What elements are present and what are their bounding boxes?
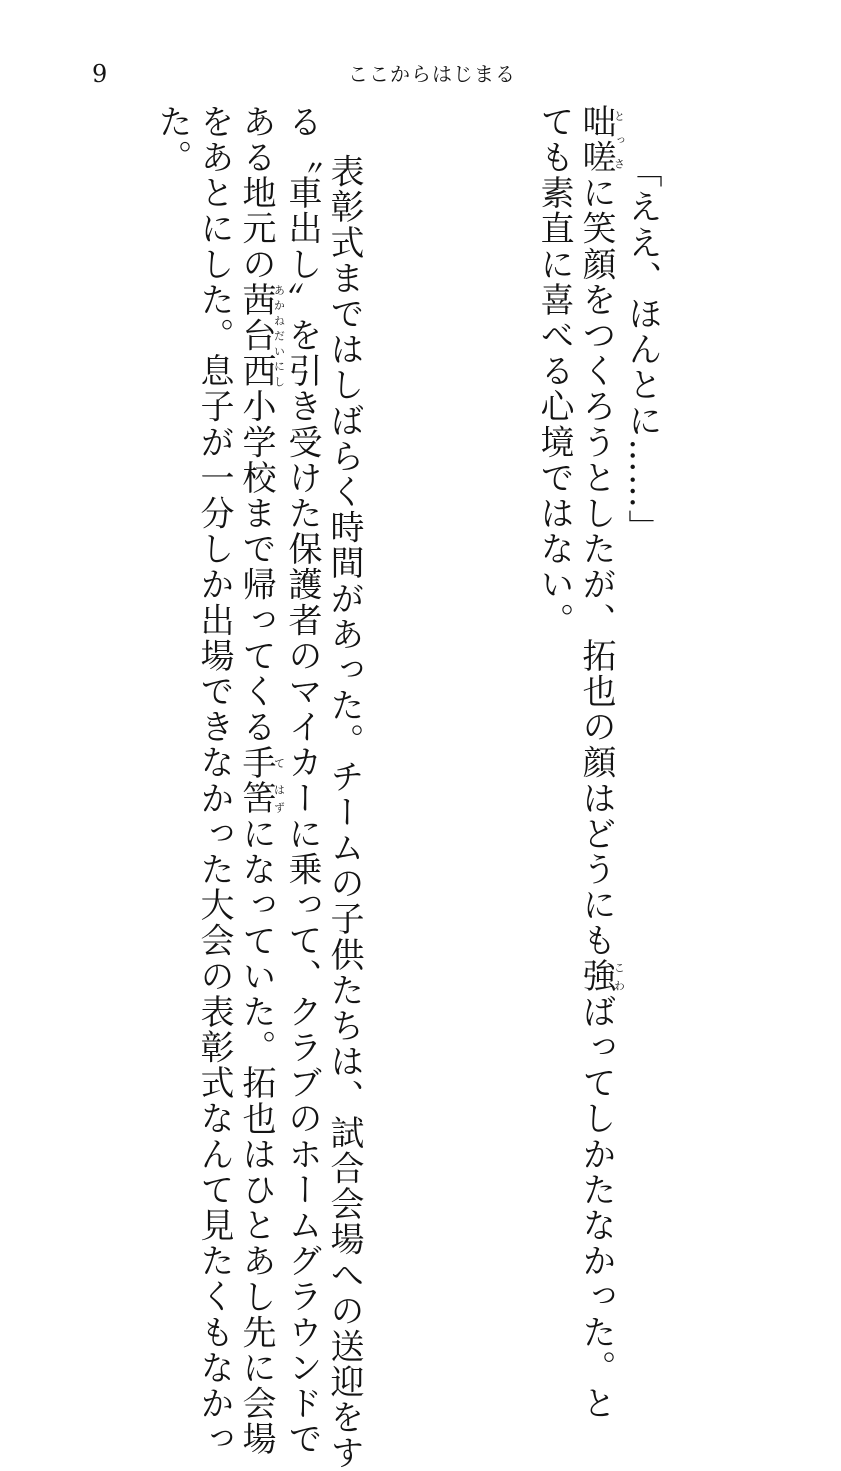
ruby-base: 強 <box>576 958 616 995</box>
ruby-base: 咄嗟 <box>576 104 616 176</box>
paragraph <box>491 104 705 1422</box>
ruby-base: 茜台西 <box>236 282 276 389</box>
ruby-word <box>576 104 626 176</box>
text-segment: 表彰式まではしばらく時間があった。チームの子供たちは、試合会場への送迎をす る〝車出し〟を引き受けた保護者のマイカーに乗って、クラブのホームグラウンドで ある地元の <box>236 104 364 1471</box>
paragraph <box>109 104 407 1471</box>
text-segment: 小学校まで帰ってくる <box>236 388 276 745</box>
text-segment: ばってしかたなかった。と ても素直に喜べる心境ではない。 <box>534 104 616 1422</box>
ruby-reading: こわ <box>612 958 626 994</box>
text-segment: 「ええ、ほんとに……」 <box>622 153 662 546</box>
ruby-word <box>236 780 286 817</box>
ruby-reading: て <box>272 744 286 781</box>
ruby-reading: あかねだいにし <box>272 282 286 389</box>
ruby-base: 手 <box>236 744 276 781</box>
text-segment: になっていた。拓也はひとあし先に会場 をあとにした。息子が一分しか出場できなかった大会の表彰式なんて見たくもなかっ た。 <box>152 104 276 1457</box>
vertical-body-text <box>89 104 789 1471</box>
running-title: ここからはじまる <box>348 62 516 86</box>
paragraph <box>0 104 25 1142</box>
ruby-word <box>236 744 286 781</box>
ruby-word <box>236 282 286 389</box>
ruby-reading: とっさ <box>612 104 626 176</box>
page-number: 9 <box>92 60 108 88</box>
ruby-reading: はず <box>272 780 286 817</box>
ruby-word <box>576 958 626 995</box>
text-segment: に笑顔をつくろうとしたが、拓也の顔はどうにも <box>576 175 616 959</box>
ruby-base: 筈 <box>236 780 276 817</box>
